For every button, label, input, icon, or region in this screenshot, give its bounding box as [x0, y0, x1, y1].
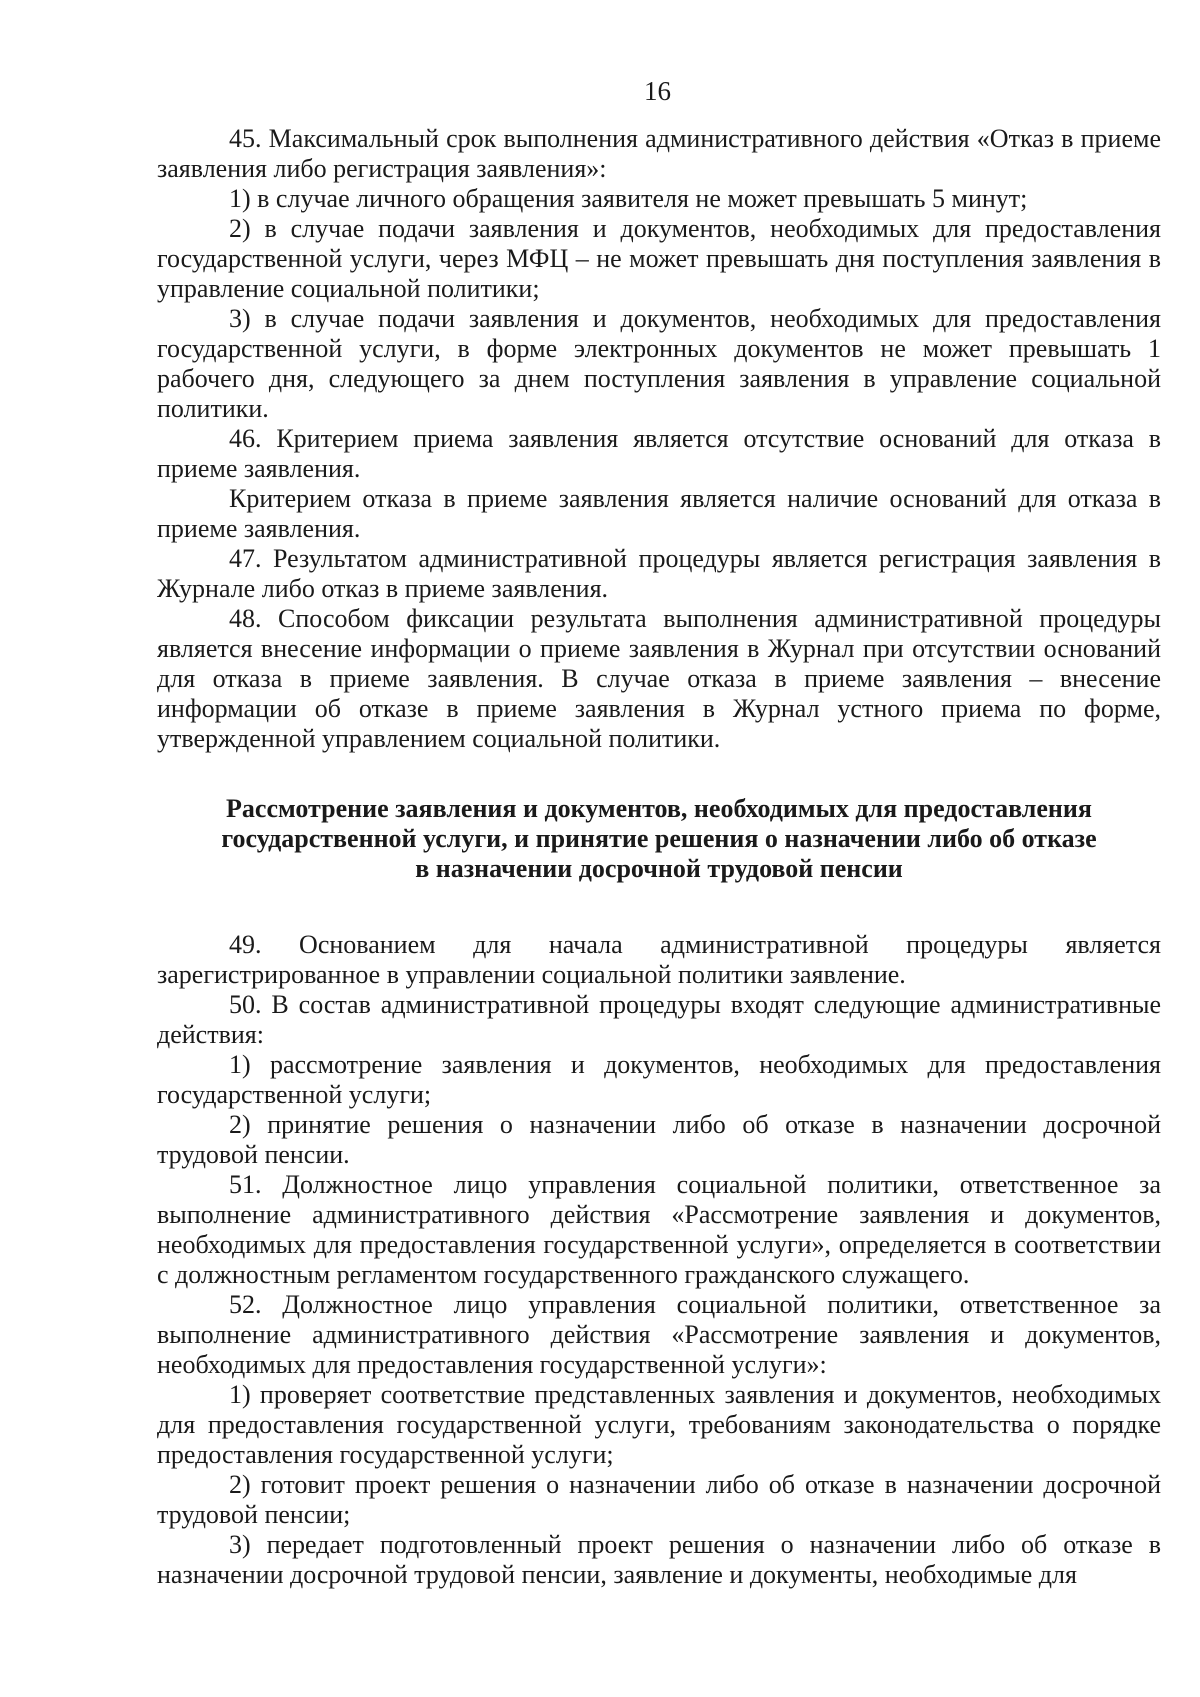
section-heading-line: в назначении досрочной трудовой пенсии: [415, 854, 903, 883]
paragraph-50-item-1: 1) рассмотрение заявления и документов, необходимых для предоставления государственной услуги;: [157, 1050, 1161, 1109]
paragraph-47: 47. Результатом административной процедуры является регистрация заявления в Журнале либо отказ в приеме заявления.: [157, 544, 1161, 603]
paragraph-49: 49. Основанием для начала административной процедуры является зарегистрированное в управлении социальной политики заявление.: [157, 930, 1161, 989]
page-number: 16: [644, 76, 671, 106]
section-heading: [157, 794, 1161, 884]
paragraph-52-item-2: 2) готовит проект решения о назначении либо об отказе в назначении досрочной трудовой пенсии;: [157, 1470, 1161, 1529]
paragraph-45-item-3: 3) в случае подачи заявления и документов, необходимых для предоставления государственной услуги, в форме электронных документов не может превышать 1 рабочего дня, следующего за днем поступления заявления в управление социальной политики.: [157, 304, 1161, 423]
paragraph-52: 52. Должностное лицо управления социальной политики, ответственное за выполнение административного действия «Рассмотрение заявления и документов, необходимых для предоставления государственной услуги»:: [157, 1290, 1161, 1379]
paragraph-51: 51. Должностное лицо управления социальной политики, ответственное за выполнение административного действия «Рассмотрение заявления и документов, необходимых для предоставления государственной услуги», определяется в соответствии с должностным регламентом государственного гражданского служащего.: [157, 1170, 1161, 1289]
document-body: [157, 124, 1161, 1590]
paragraph-46: 46. Критерием приема заявления является отсутствие оснований для отказа в приеме заявления.: [157, 424, 1161, 483]
paragraph-45: 45. Максимальный срок выполнения административного действия «Отказ в приеме заявления либо регистрация заявления»:: [157, 124, 1161, 183]
paragraph-50: 50. В состав административной процедуры входят следующие административные действия:: [157, 990, 1161, 1049]
paragraph-45-item-2: 2) в случае подачи заявления и документов, необходимых для предоставления государственной услуги, через МФЦ – не может превышать дня поступления заявления в управление социальной политики;: [157, 214, 1161, 303]
paragraph-52-item-1: 1) проверяет соответствие представленных заявления и документов, необходимых для предоставления государственной услуги, требованиям законодательства о порядке предоставления государственной услуги;: [157, 1380, 1161, 1469]
section-heading-line: государственной услуги, и принятие решения о назначении либо об отказе: [221, 824, 1097, 853]
section-heading-line: Рассмотрение заявления и документов, необходимых для предоставления: [226, 794, 1092, 823]
paragraph-52-item-3: 3) передает подготовленный проект решения о назначении либо об отказе в назначении досрочной трудовой пенсии, заявление и документы, необходимые для: [157, 1530, 1161, 1589]
paragraph-46-refusal-criterion: Критерием отказа в приеме заявления является наличие оснований для отказа в приеме заявления.: [157, 484, 1161, 543]
paragraph-45-item-1: 1) в случае личного обращения заявителя не может превышать 5 минут;: [229, 184, 1028, 213]
paragraph-48: 48. Способом фиксации результата выполнения административной процедуры является внесение информации о приеме заявления в Журнал при отсутствии оснований для отказа в приеме заявления. В случае отказа в приеме заявления – внесение информации об отказе в приеме заявления в Журнал устного приема по форме, утвержденной управлением социальной политики.: [157, 604, 1161, 753]
paragraph-50-item-2: 2) принятие решения о назначении либо об отказе в назначении досрочной трудовой пенсии.: [157, 1110, 1161, 1169]
